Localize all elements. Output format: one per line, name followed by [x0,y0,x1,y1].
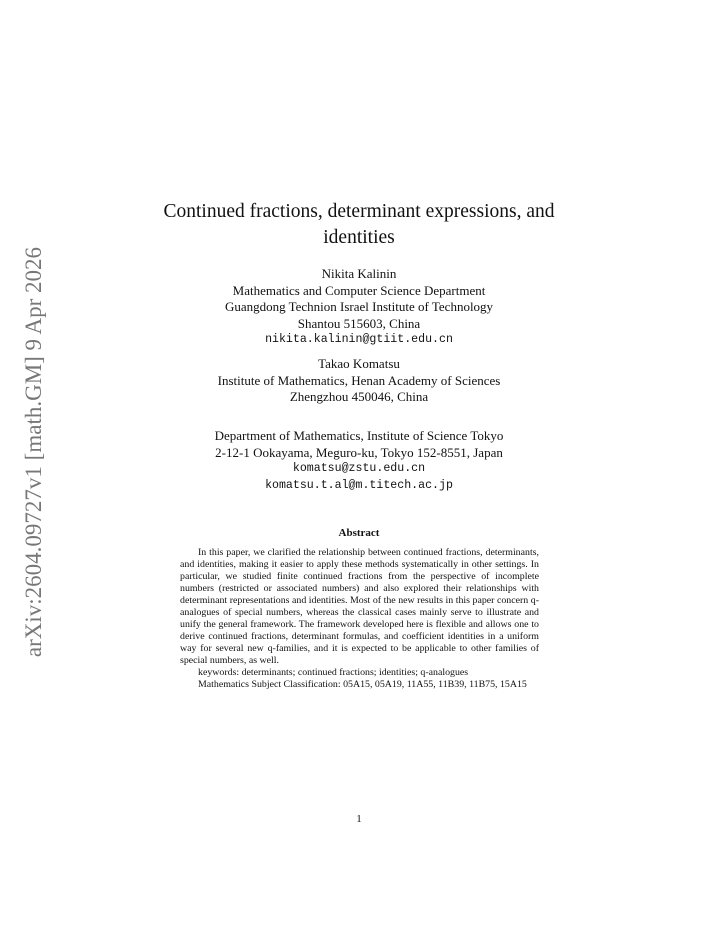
author-email[interactable]: nikita.kalinin@gtiit.edu.cn [265,333,453,346]
affiliation-line: 2-12-1 Ookayama, Meguro-ku, Tokyo 152-8551, Japan [215,444,503,460]
keywords-line: keywords: determinants; continued fractions; identities; q-analogues [198,667,469,678]
author-name: Nikita Kalinin [321,266,397,281]
affiliation-line: Institute of Mathematics, Henan Academy of Sciences [217,372,501,388]
msc-line: Mathematics Subject Classification: 05A15, 05A19, 11A55, 11B39, 11B75, 15A15 [198,679,527,690]
abstract-heading: Abstract [338,527,380,539]
author-block-3 [130,428,588,494]
author-email[interactable]: komatsu@zstu.edu.cn [292,462,426,475]
page-number: 1 [356,813,362,825]
affiliation-line: Guangdong Technion Israel Institute of Technology [224,299,494,314]
author-block-1 [130,266,588,349]
affiliation-line: Shantou 515603, China [297,315,421,331]
affiliation-line: Department of Mathematics, Institute of Science Tokyo [214,428,504,443]
paper-title: Continued fractions, determinant expressions, and identities [163,201,555,248]
author-block-2 [130,356,588,406]
affiliation-line: Zhengzhou 450046, China [289,389,429,404]
author-email[interactable]: komatsu.t.al@m.titech.ac.jp [265,478,453,492]
abstract-body-text: In this paper, we clarified the relationship between continued fractions, determinants, and identities, making it easier to apply these methods systematically in other settings. In particular, we studied finite continued fractions from the perspective of incomplete numbers (restricted or associated numbers) and also explored their relationships with determinant representations and identities. Most of the new results in this paper concern q-analogues of special numbers, whereas the classical cases mainly serve to illustrate and unify the general framework. The framework developed here is flexible and allows one to derive continued fractions, determinant formulas, and coefficient identities in a uniform way for several new q-families, and it is expected to be applicable to other families of special numbers, as well. [180,547,539,666]
author-name: Takao Komatsu [318,356,400,371]
arxiv-identifier-text: arXiv:2604.09727v1 [math.GM] 9 Apr 2026 [21,246,46,658]
abstract-section [180,547,539,691]
affiliation-line: Mathematics and Computer Science Department [232,282,486,298]
